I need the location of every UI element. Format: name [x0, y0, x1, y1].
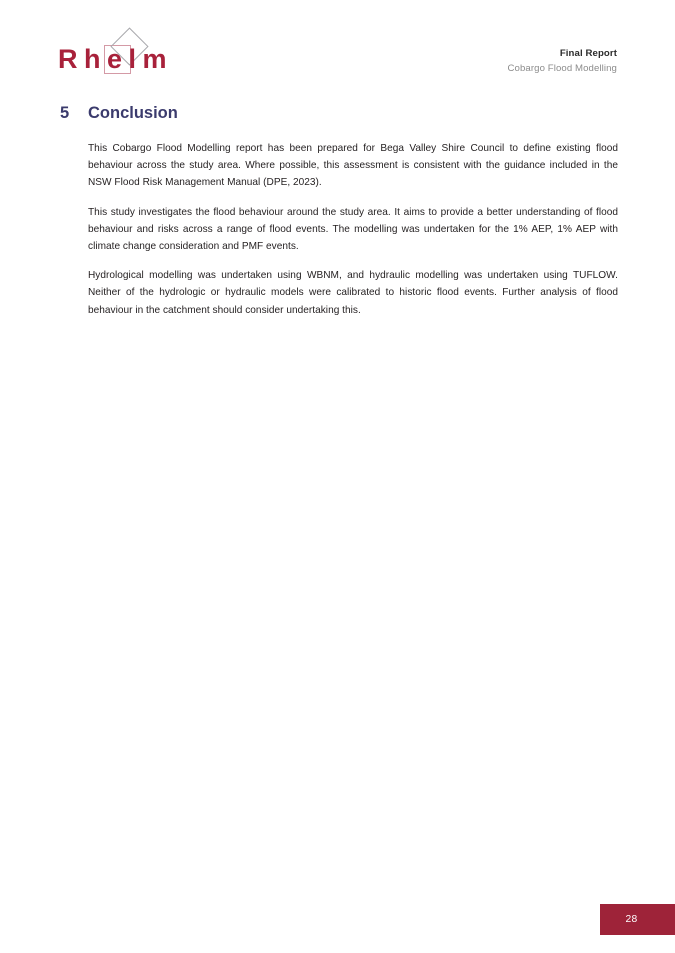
logo-wordmark: [58, 46, 173, 73]
logo-letter-l: l: [128, 44, 143, 74]
document-content: [0, 104, 675, 319]
header-report-subtitle: Cobargo Flood Modelling: [507, 62, 617, 74]
paragraph-2: This study investigates the flood behaviour around the study area. It aims to provide a better understanding of flood behaviour and risks across a range of flood events. The modelling was undertaken for the 1% AEP, 1% AEP with climate change consideration and PMF events.: [88, 206, 618, 253]
logo-letter-h: h: [84, 44, 107, 74]
header-report-info: [508, 48, 618, 76]
header-report-title: Final Report: [559, 48, 617, 59]
section-title: Conclusion: [88, 104, 178, 122]
page-header: [0, 0, 675, 96]
page-number-box: [600, 904, 675, 935]
logo-letter-m: m: [142, 44, 174, 74]
paragraph-1: This Cobargo Flood Modelling report has been prepared for Bega Valley Shire Council to define existing flood behaviour across the study area. Where possible, this assessment is consistent with the guidance included in the NSW Flood Risk Management Manual (DPE, 2023).: [88, 143, 618, 189]
page-footer: [0, 893, 675, 953]
paragraph-3: Hydrological modelling was undertaken using WBNM, and hydraulic modelling was undertaken using TUFLOW. Neither of the hydrologic or hydraulic models were calibrated to historic flood events. Further analysis of flood behaviour in the catchment should consider undertaking this.: [88, 270, 618, 316]
logo-letter-e: e: [107, 44, 129, 74]
section-heading: [0, 104, 675, 126]
section-number: 5: [60, 104, 70, 122]
rhelm-logo: [58, 28, 188, 86]
page-number: 28: [625, 914, 638, 925]
logo-letter-r: R: [58, 44, 84, 74]
